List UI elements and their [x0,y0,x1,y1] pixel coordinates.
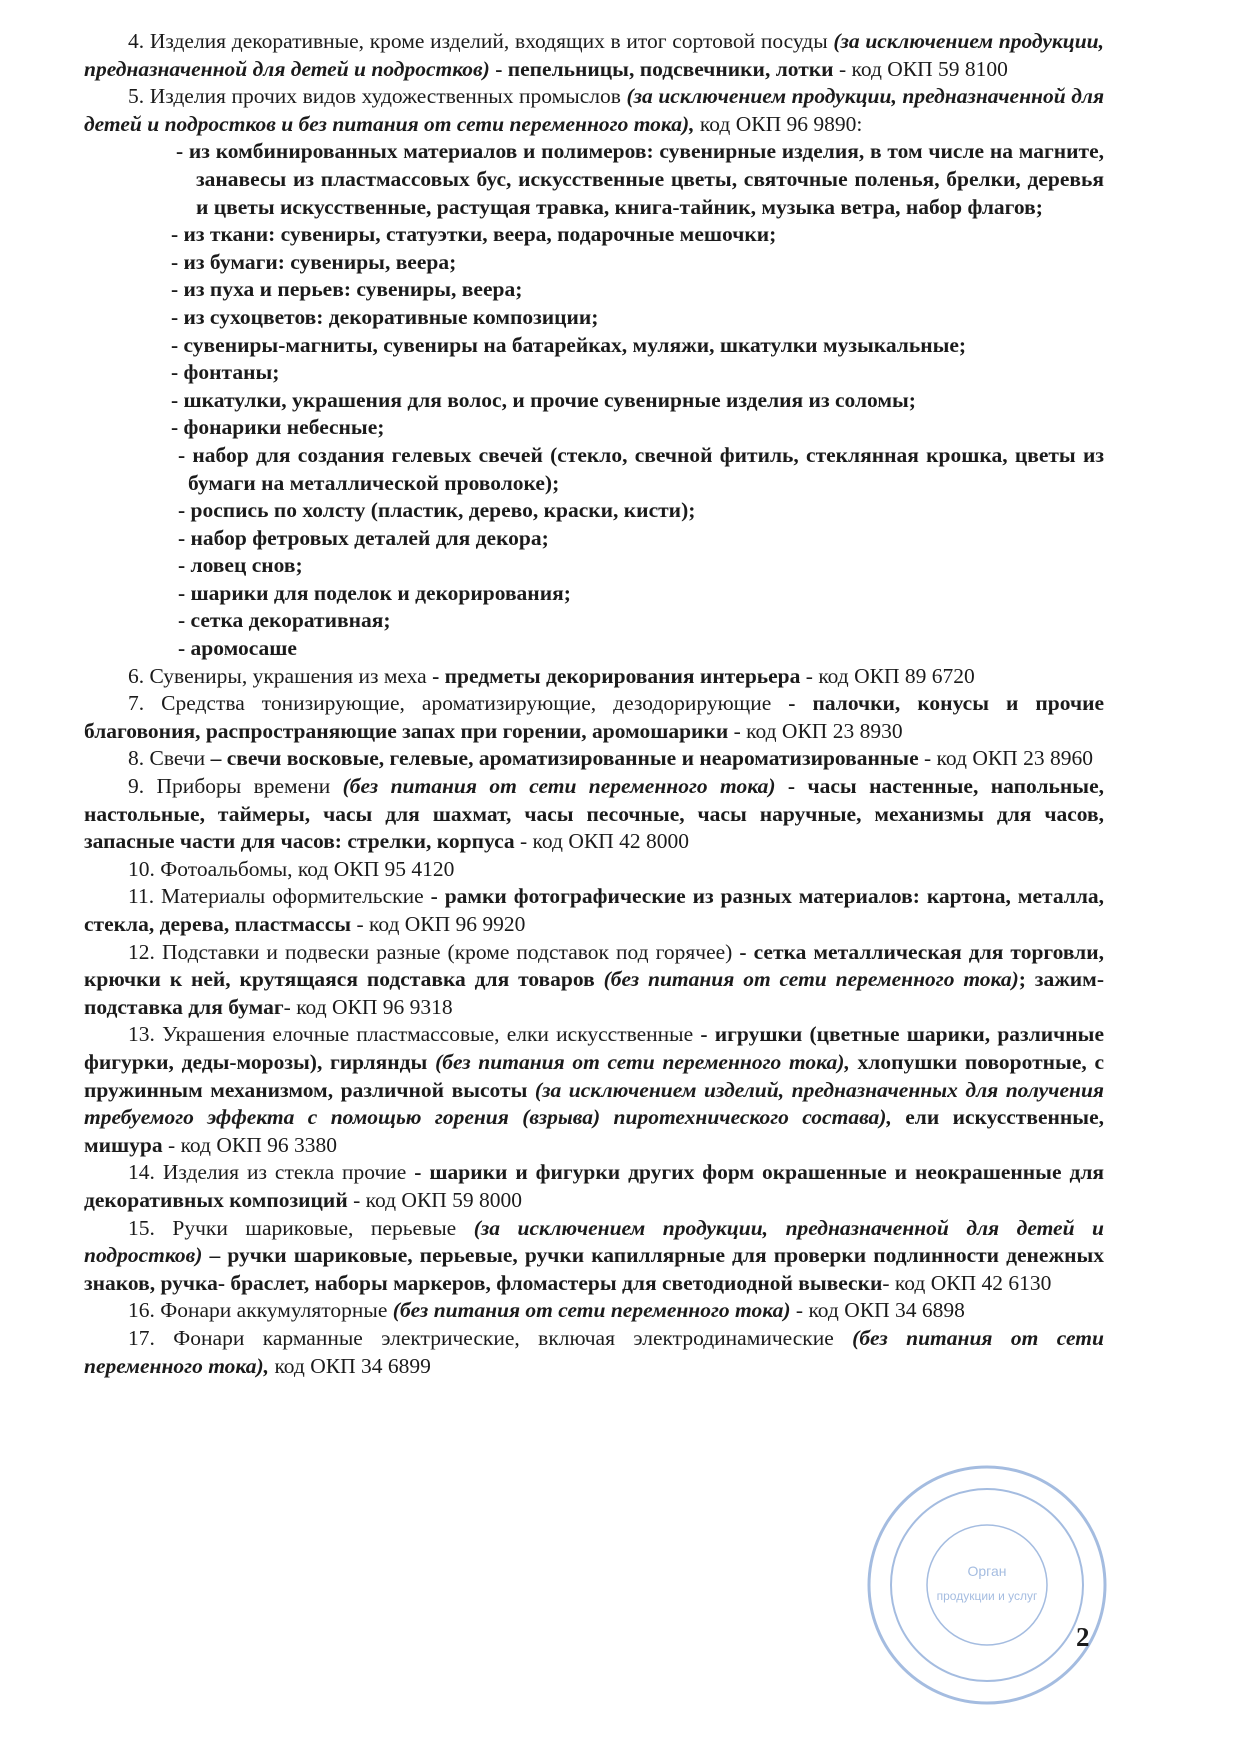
item-text: - код ОКП 23 8930 [728,718,903,743]
list-item-15 [84,1215,1104,1298]
item-text: (без питания от сети переменного тока), [435,1049,850,1074]
item-text: - часы настенные, напольные, настольные, таймеры, часы для шахмат, часы песочные, часы наручные, механизмы для часов, запасные части для часов: стрелки, корпуса [84,774,1104,854]
item-text: Средства тонизирующие, ароматизирующие, дезодорирующие [161,691,772,716]
item-text: - шарики и фигурки других форм окрашенные и неокрашенные для декоративных композиций [84,1160,1105,1212]
item-text: Приборы времени [156,774,343,799]
subitem: - роспись по холсту (пластик, дерево, краски, кисти); [178,498,696,523]
item-text: (без питания от сети переменного тока) [603,967,1019,992]
item-text: (без питания от сети переменного тока) [342,774,776,799]
item-text: Подставки и подвески разные (кроме подставок под горячее) [161,939,733,964]
item-number: 11. [128,884,162,909]
item-number: 12. [128,939,162,964]
item-number: 8. [128,746,150,771]
subitem: - ловец снов; [178,553,303,578]
stamp-line-1: Орган [967,1563,1007,1579]
subitem: - сетка декоративная; [178,608,391,633]
item-text: - рамки фотографические из разных материалов: картона, металла, стекла, дерева, пластмассы [84,884,1105,936]
list-item-13 [84,1021,1104,1159]
subitem: - из комбинированных материалов и полимеров: сувенирные изделия, в том числе на магните, занавесы из пластмассовых бус, искусственные цветы, святочные поленья, брелки, деревья и цветы искусственные, растущая травка, книга-тайник, музыка ветра, набор флагов; [176,139,1104,219]
list-item-7 [84,690,1104,745]
subitem: - из бумаги: сувениры, веера; [171,249,457,274]
subitem: - фонарики небесные; [171,415,385,440]
item-text: (без питания от сети переменного тока) [392,1298,791,1323]
stamp-line-2: продукции и услуг [936,1589,1038,1603]
item-number: 9. [128,774,157,799]
item-text: (за исключением продукции, предназначенной для детей и подростков) [84,29,1104,81]
item-number: 10. [128,856,161,881]
page-number: 2 [1076,1622,1090,1652]
list-item-17 [84,1325,1104,1380]
item-text: - код ОКП 59 8100 [833,56,1008,81]
item-text: (за исключением изделий, предназначенных для получения требуемого эффекта с помощью горения (взрыва) пиротехнического состава), [84,1077,1104,1130]
item-text: Материалы оформительские [161,884,424,909]
item-text: - код ОКП 42 8000 [514,829,689,854]
item-text: - игрушки (цветные шарики, различные фигурки, деды-морозы), гирлянды [84,1022,1104,1074]
item-text: код ОКП 96 9890: [694,111,863,136]
item-text: – ручки шариковые, перьевые, ручки капиллярные для проверки подлинности денежных знаков, ручка- браслет, наборы маркеров, фломастеры для светодиодной вывески [84,1243,1104,1295]
subitem: - сувениры-магниты, сувениры на батарейках, муляжи, шкатулки музыкальные; [171,332,967,357]
subitem: - шарики для поделок и декорирования; [178,580,571,605]
item-text: ; зажим-подставка для бумаг [84,967,1104,1019]
item-number: 6. [128,663,150,688]
certification-stamp [862,1460,1112,1710]
item-number: 14. [128,1160,163,1185]
item-text: (за исключением продукции, предназначенной для детей и подростков и без питания от сети переменного тока), [84,84,1105,136]
item-number: 17. [128,1325,174,1350]
item-number: 13. [128,1022,163,1047]
subitem: - из сухоцветов: декоративные композиции; [171,304,599,329]
item-text: - предметы декорирования интерьера [426,663,801,688]
subitem: - фонтаны; [171,360,280,385]
item-text: - код ОКП 96 9920 [351,912,526,936]
item-number: 4. [128,29,150,53]
item-text: код ОКП 34 6899 [269,1353,431,1378]
item-number: 16. [128,1298,161,1323]
item-text: - сетка металлическая для торговли, крючки к ней, крутящаяся подставка для товаров [84,939,1105,992]
list-item-8 [84,745,1104,773]
list-item-10 [84,856,1104,884]
item-5-sublist [84,138,1104,662]
item-text: Сувениры, украшения из меха [149,663,427,688]
subitem: - набор фетровых деталей для декора; [178,525,549,550]
subitem: - аромосаше [178,636,297,661]
item-text: - код ОКП 96 3380 [162,1132,338,1157]
item-text: Изделия из стекла прочие [162,1160,407,1185]
item-text: хлопушки поворотные, с пружинным механизмом, различной высоты [84,1049,1104,1102]
item-text: Фонари аккумуляторные [160,1298,393,1323]
list-item-14 [84,1159,1104,1214]
item-text: Изделия декоративные, кроме изделий, входящих в итог сортовой посуды [149,29,834,53]
item-number: 7. [128,691,162,716]
item-text: - код ОКП 89 6720 [800,663,975,688]
subitem: - шкатулки, украшения для волос, и прочие сувенирные изделия из соломы; [171,387,916,412]
item-text: Изделия прочих видов художественных промыслов [149,84,627,109]
list-item-12 [84,939,1104,1022]
item-text: - код ОКП 42 6130 [882,1270,1052,1295]
subitem: - набор для создания гелевых свечей (стекло, свечной фитиль, стеклянная крошка, цветы из бумаги на металлической проволоке); [178,442,1104,495]
item-text: - код ОКП 23 8960 [918,746,1093,771]
item-text: ели искусственные, мишура [84,1105,1105,1157]
item-text: Фонари карманные электрические, включая электродинамические [173,1325,853,1350]
item-text: Свечи [149,746,206,771]
subitem: - из пуха и перьев: сувениры, веера; [171,277,523,302]
item-text: - палочки, конусы и прочие благовония, распространяющие запах при горении, аромошарики [84,691,1104,743]
subitem: - из ткани: сувениры, статуэтки, веера, подарочные мешочки; [171,222,777,247]
item-text: – свечи восковые, гелевые, ароматизированные и неароматизированные [205,746,919,771]
list-item-9 [84,773,1104,856]
document-body [84,28,1104,1380]
list-item-11 [84,883,1104,938]
item-text: - код ОКП 96 9318 [283,994,453,1019]
item-text: Украшения елочные пластмассовые, елки искусственные [162,1022,694,1047]
item-text: - код ОКП 59 8000 [347,1187,523,1212]
item-text: (за исключением продукции, предназначенной для детей и подростков) [84,1215,1105,1268]
list-item-6 [84,663,1104,691]
item-text: (без питания от сети переменного тока), [84,1325,1104,1378]
list-item-4 [84,28,1104,83]
item-number: 15. [128,1215,173,1240]
item-text: - код ОКП 34 6898 [790,1298,965,1323]
list-item-16 [84,1297,1104,1325]
item-text: Фотоальбомы, код ОКП 95 4120 [160,856,455,881]
item-number: 5. [128,84,150,109]
list-item-5 [84,83,1104,138]
item-text: - пепельницы, подсвечники, лотки [489,56,834,81]
item-text: Ручки шариковые, перьевые [172,1215,474,1240]
